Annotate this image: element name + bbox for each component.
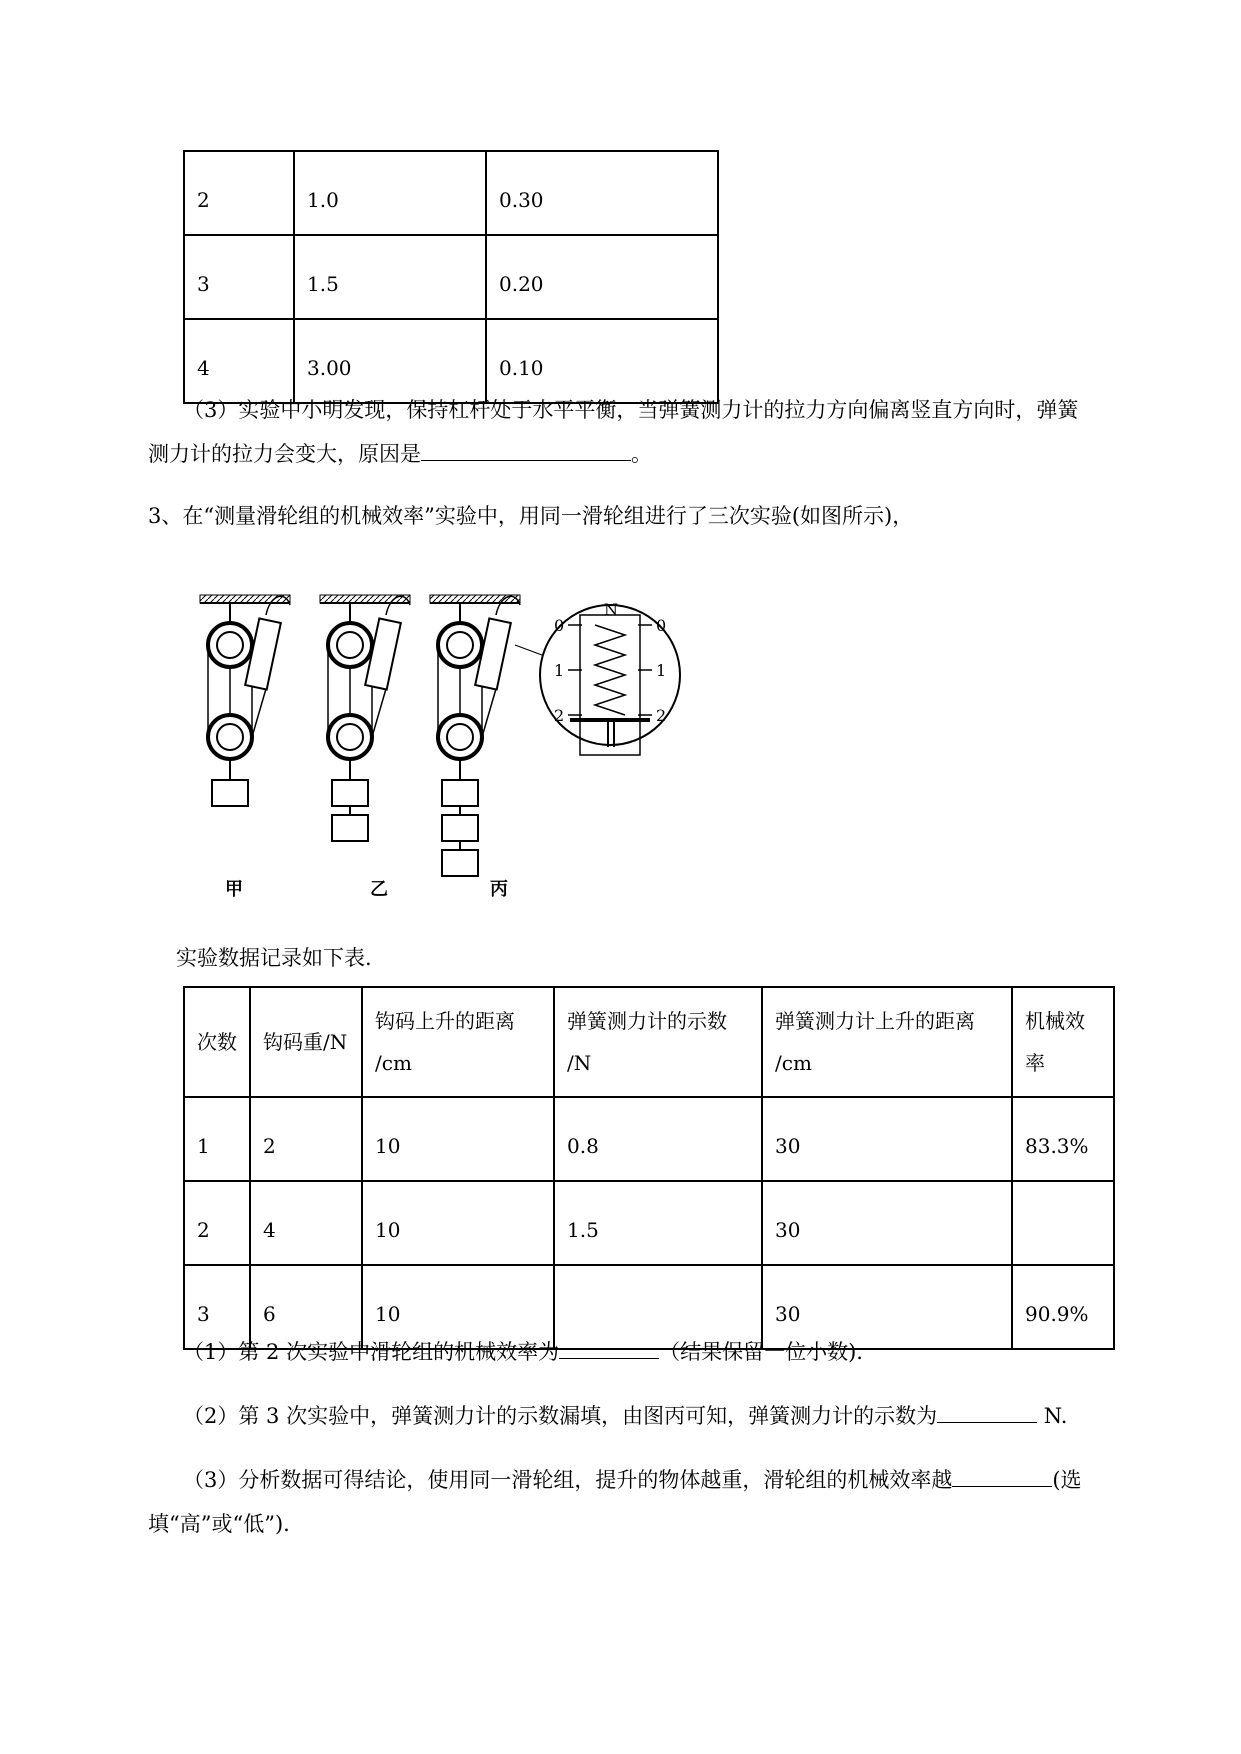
table-header-cell [184,987,250,1097]
question-3-part-1 [183,1330,1183,1374]
pulley-setup-jia [200,595,290,806]
table-cell: 10 [362,1097,554,1181]
table-cell: 2 [184,151,294,235]
table-cell: 1 [184,1097,250,1181]
answer-blank[interactable] [937,1396,1037,1423]
figure-label-jia: 甲 [225,879,243,900]
table-cell: 30 [762,1097,1012,1181]
answer-blank[interactable] [952,1460,1052,1487]
lever-data-table [183,150,719,404]
table-cell: 4 [250,1181,362,1265]
scale-tick-label: 2 [656,706,667,725]
question-text-line2 [148,432,1153,476]
answer-blank[interactable] [421,434,631,461]
table-cell: 3 [184,235,294,319]
table-caption: 实验数据记录如下表. [176,946,372,970]
table-cell: 10 [362,1265,554,1349]
table-cell: 1.0 [294,151,486,235]
table-cell: 1.5 [554,1181,762,1265]
answer-blank[interactable] [559,1332,659,1359]
figure-label-yi: 乙 [370,879,388,900]
header-text: 钩码上升的距离 [375,1009,515,1033]
table-cell: 3.00 [294,319,486,403]
table-header-cell [250,987,362,1097]
question-text: 。 [631,442,652,466]
table-cell: 6 [250,1265,362,1349]
table-cell: 90.9% [1012,1265,1114,1349]
table-cell: 0.10 [486,319,718,403]
question-text: （1）第 2 次实验中滑轮组的机械效率为 [183,1340,560,1364]
table-cell: 4 [184,319,294,403]
table-row [184,1097,1114,1181]
table-row [184,1181,1114,1265]
table-cell: 0.30 [486,151,718,235]
table-cell: 3 [184,1265,250,1349]
table-cell: 30 [762,1181,1012,1265]
table-cell: 10 [362,1181,554,1265]
question-text: （3）分析数据可得结论，使用同一滑轮组，提升的物体越重，滑轮组的机械效率越 [183,1468,953,1492]
table-header-cell [762,987,1012,1097]
table-cell: 1.5 [294,235,486,319]
table-cell: 2 [184,1181,250,1265]
spring-scale-magnified [515,600,680,755]
figure-label-bing: 丙 [490,879,508,900]
question-text: 填“高”或“低”). [148,1512,290,1536]
pulley-setup-yi [320,595,410,841]
table-cell: 83.3% [1012,1097,1114,1181]
header-text: 弹簧测力计的示数 [567,1009,727,1033]
table-cell: 30 [762,1265,1012,1349]
header-text: 钩码重/N [263,1030,348,1054]
pulley-setup-bing [430,595,520,876]
table-cell [1012,1181,1114,1265]
question-3-part-2 [183,1394,1183,1438]
table-cell: 0.8 [554,1097,762,1181]
header-text: /cm [775,1051,812,1075]
header-text: 弹簧测力计上升的距离 [775,1009,975,1033]
table-cell: 0.20 [486,235,718,319]
header-text: 机械效 [1025,1009,1085,1033]
scale-tick-label: 0 [554,616,565,635]
header-text: /N [567,1051,592,1075]
table-header-cell [554,987,762,1097]
header-text: 次数 [197,1030,237,1054]
header-text: 率 [1025,1051,1045,1075]
table-header-cell [1012,987,1114,1097]
question-text: （3）实验中小明发现，保持杠杆处于水平平衡，当弹簧测力计的拉力方向偏离竖直方向时，弹簧 [183,398,1079,422]
question-text: 测力计的拉力会变大，原因是 [148,442,421,466]
header-text: /cm [375,1051,412,1075]
scale-unit-label: N [604,600,618,619]
scale-tick-label: 1 [656,661,667,680]
scale-tick-label: 1 [554,661,565,680]
question-text: （结果保留一位小数). [659,1340,863,1364]
table-row [184,235,718,319]
table-header-cell [362,987,554,1097]
question-text: (选 [1052,1468,1082,1492]
scale-tick-label: 0 [656,616,667,635]
table-cell: 2 [250,1097,362,1181]
question-3-part-3 [148,1458,1153,1546]
efficiency-data-table [183,986,1115,1350]
question-3-intro: 3、在“测量滑轮组的机械效率”实验中，用同一滑轮组进行了三次实验(如图所示)， [148,504,914,528]
table-row [184,151,718,235]
table-header-row [184,987,1114,1097]
question-text: （2）第 3 次实验中，弹簧测力计的示数漏填，由图丙可知，弹簧测力计的示数为 [183,1404,938,1428]
question-2-part-3 [148,388,1153,476]
pulley-experiment-figure [190,575,710,915]
scale-tick-label: 2 [554,706,565,725]
question-text-line1 [183,1458,1153,1502]
question-text: N. [1037,1404,1068,1428]
